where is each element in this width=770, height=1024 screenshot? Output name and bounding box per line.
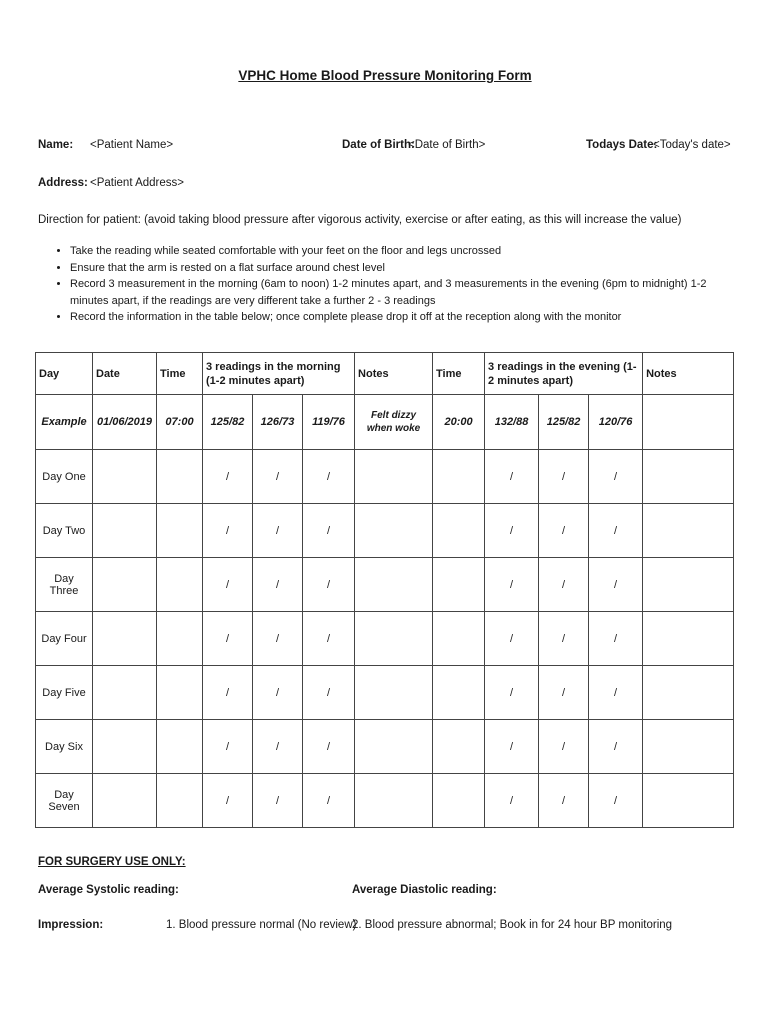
entry-cell[interactable] [93,558,157,612]
day-label: Day One [36,450,93,504]
impression-label: Impression: [38,919,104,931]
reading-cell[interactable]: / [303,450,355,504]
reading-cell[interactable]: / [303,504,355,558]
entry-cell[interactable] [355,450,433,504]
header-time: Time [157,353,203,395]
header-time-evening: Time [433,353,485,395]
entry-cell[interactable] [93,720,157,774]
entry-cell[interactable] [157,720,203,774]
reading-cell[interactable]: / [253,774,303,828]
entry-cell[interactable] [157,504,203,558]
impression-option-normal: 1. Blood pressure normal (No review) [166,919,357,931]
table-header-row [36,353,734,395]
reading-cell[interactable]: / [203,774,253,828]
reading-cell[interactable]: / [589,612,643,666]
entry-cell[interactable] [355,612,433,666]
example-row [36,395,734,450]
example-evening-3: 120/76 [589,395,643,450]
table-row [36,612,734,666]
reading-cell[interactable]: / [589,504,643,558]
table-row [36,720,734,774]
entry-cell[interactable] [643,612,734,666]
today-label: Todays Date: [586,139,658,151]
dob-value: <Date of Birth> [408,139,486,151]
header-notes-evening: Notes [643,353,734,395]
entry-cell[interactable] [643,450,734,504]
impression-option-abnormal: 2. Blood pressure abnormal; Book in for 24 hour BP monitoring [352,919,673,931]
header-notes: Notes [355,353,433,395]
entry-cell[interactable] [643,558,734,612]
entry-cell[interactable] [157,558,203,612]
header-day: Day [36,353,93,395]
entry-cell[interactable] [433,450,485,504]
entry-cell[interactable] [93,450,157,504]
reading-cell[interactable]: / [203,504,253,558]
entry-cell[interactable] [643,720,734,774]
day-label: Day Five [36,666,93,720]
reading-cell[interactable]: / [203,558,253,612]
reading-cell[interactable]: / [303,774,355,828]
entry-cell[interactable] [93,666,157,720]
entry-cell[interactable] [355,504,433,558]
address-label: Address: [38,177,88,189]
reading-cell[interactable]: / [485,558,539,612]
list-item: • Take the reading while seated comfortable with your feet on the floor and legs uncrossed [70,243,710,260]
entry-cell[interactable] [157,612,203,666]
table-row [36,558,734,612]
header-morning: 3 readings in the morning (1-2 minutes apart) [203,353,355,395]
example-evening-1: 132/88 [485,395,539,450]
example-morning-1: 125/82 [203,395,253,450]
form-title: VPHC Home Blood Pressure Monitoring Form [238,68,532,83]
reading-cell[interactable]: / [485,450,539,504]
reading-cell[interactable]: / [303,558,355,612]
reading-cell[interactable]: / [539,774,589,828]
entry-cell[interactable] [643,774,734,828]
entry-cell[interactable] [157,450,203,504]
reading-cell[interactable]: / [485,720,539,774]
example-time: 07:00 [157,395,203,450]
entry-cell[interactable] [355,558,433,612]
table-row [36,666,734,720]
surgery-heading: FOR SURGERY USE ONLY: [38,856,186,868]
entry-cell[interactable] [93,774,157,828]
reading-cell[interactable]: / [539,558,589,612]
reading-cell[interactable]: / [303,666,355,720]
day-label: Day Three [36,558,93,612]
dob-label: Date of Birth: [342,139,415,151]
reading-cell[interactable]: / [539,450,589,504]
example-notes: Felt dizzy when woke [355,395,433,450]
example-morning-3: 119/76 [303,395,355,450]
reading-cell[interactable]: / [539,666,589,720]
day-rows [36,450,734,828]
entry-cell[interactable] [355,720,433,774]
entry-cell[interactable] [355,666,433,720]
reading-cell[interactable]: / [253,504,303,558]
header-date: Date [93,353,157,395]
entry-cell[interactable] [433,666,485,720]
reading-cell[interactable]: / [485,666,539,720]
reading-cell[interactable]: / [203,612,253,666]
reading-cell[interactable]: / [253,558,303,612]
reading-cell[interactable]: / [253,666,303,720]
reading-cell[interactable]: / [485,504,539,558]
reading-cell[interactable]: / [203,666,253,720]
reading-cell[interactable]: / [485,612,539,666]
list-item: • Record 3 measurement in the morning (6am to noon) 1-2 minutes apart, and 3 measurements in the evening (6pm to midnight) 1-2 minutes apart, if the readings are very different take a further 2 - 3 readings [70,276,710,309]
reading-cell[interactable]: / [203,450,253,504]
entry-cell[interactable] [433,720,485,774]
reading-cell[interactable]: / [303,612,355,666]
reading-cell[interactable]: / [589,558,643,612]
reading-cell[interactable]: / [303,720,355,774]
example-evening-2: 125/82 [539,395,589,450]
day-label: Day Two [36,504,93,558]
reading-cell[interactable]: / [589,666,643,720]
entry-cell[interactable] [93,612,157,666]
reading-cell[interactable]: / [539,612,589,666]
table-row [36,450,734,504]
diastolic-label: Average Diastolic reading: [352,884,497,896]
list-item: • Ensure that the arm is rested on a flat surface around chest level [70,260,710,277]
reading-cell[interactable]: / [589,450,643,504]
example-time-evening: 20:00 [433,395,485,450]
systolic-label: Average Systolic reading: [38,884,179,896]
entry-cell[interactable] [93,504,157,558]
address-value: <Patient Address> [90,177,184,189]
instruction-list [52,243,710,326]
reading-cell[interactable]: / [485,774,539,828]
entry-cell[interactable] [643,666,734,720]
reading-cell[interactable]: / [539,720,589,774]
table-row [36,774,734,828]
header-evening: 3 readings in the evening (1-2 minutes apart) [485,353,643,395]
example-day: Example [36,395,93,450]
bp-table [35,352,734,828]
day-label: Day Four [36,612,93,666]
today-value: <Today's date> [653,139,731,151]
reading-cell[interactable]: / [589,720,643,774]
entry-cell[interactable] [643,504,734,558]
reading-cell[interactable]: / [203,720,253,774]
reading-cell[interactable]: / [253,612,303,666]
entry-cell[interactable] [433,774,485,828]
reading-cell[interactable]: / [253,720,303,774]
example-morning-2: 126/73 [253,395,303,450]
direction-text: Direction for patient: (avoid taking blood pressure after vigorous activity, exercise or after eating, as this will increase the value) [38,214,682,226]
reading-cell[interactable]: / [539,504,589,558]
day-label: Day Seven [36,774,93,828]
example-notes-evening [643,395,734,450]
entry-cell[interactable] [433,558,485,612]
day-label: Day Six [36,720,93,774]
name-value: <Patient Name> [90,139,174,151]
name-label: Name: [38,139,74,151]
table-row [36,504,734,558]
entry-cell[interactable] [157,666,203,720]
reading-cell[interactable]: / [589,774,643,828]
list-item: • Record the information in the table below; once complete please drop it off at the reception along with the monitor [70,309,710,326]
entry-cell[interactable] [433,612,485,666]
entry-cell[interactable] [355,774,433,828]
reading-cell[interactable]: / [253,450,303,504]
entry-cell[interactable] [157,774,203,828]
example-date: 01/06/2019 [93,395,157,450]
entry-cell[interactable] [433,504,485,558]
